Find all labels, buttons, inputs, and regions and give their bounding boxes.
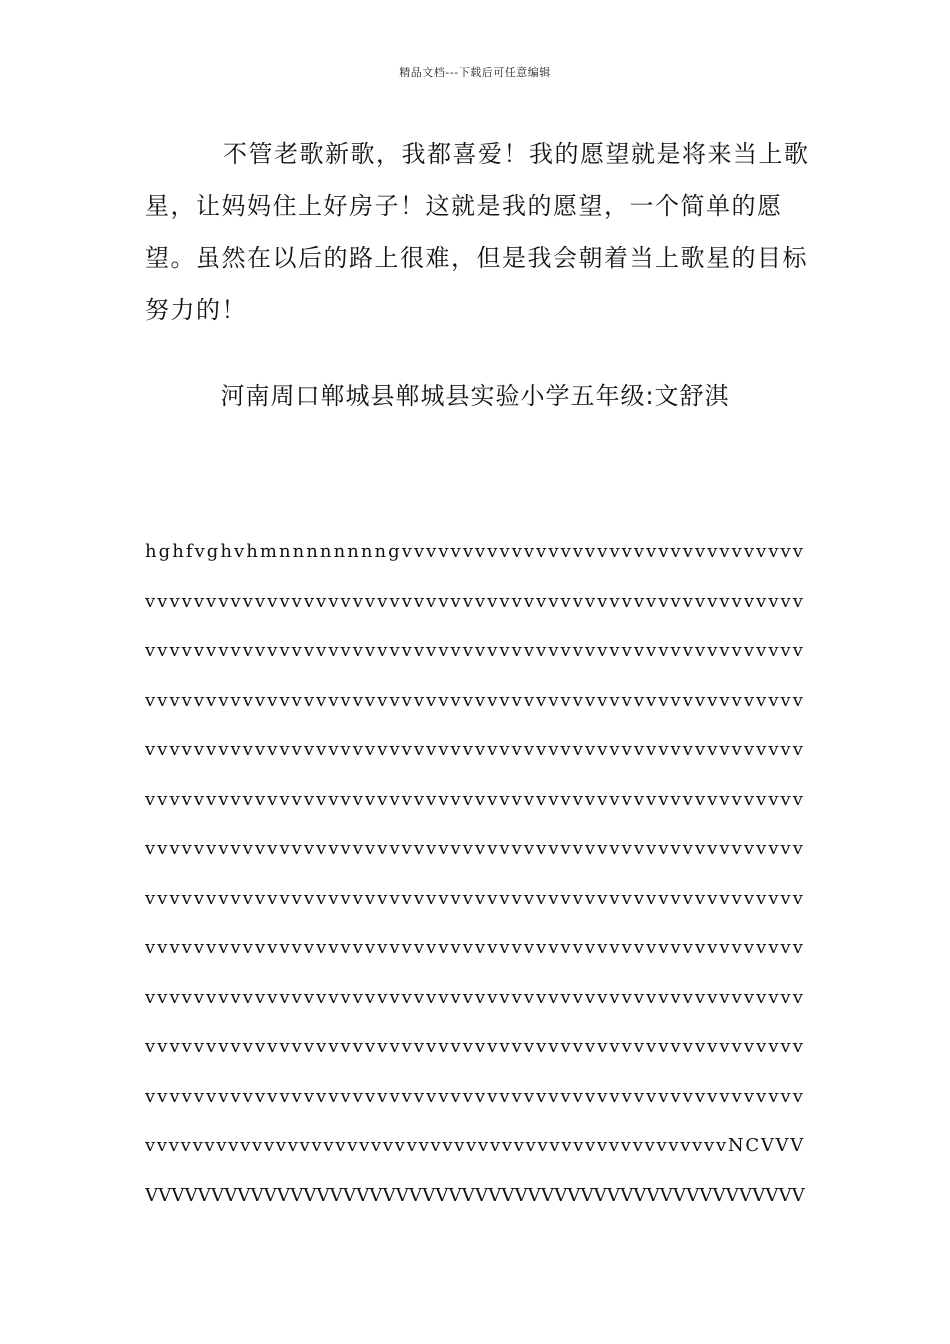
essay-paragraph: 不管老歌新歌，我都喜爱！我的愿望就是将来当上歌星，让妈妈住上好房子！这就是我的愿望，一个简单的愿望。虽然在以后的路上很难，但是我会朝着当上歌星的目标努力的！ — [145, 140, 810, 324]
filler-line: vvvvvvvvvvvvvvvvvvvvvvvvvvvvvvvvvvvvvvvvvvvvvvvvvvvvvv — [145, 590, 805, 612]
filler-line: vvvvvvvvvvvvvvvvvvvvvvvvvvvvvvvvvvvvvvvvvvvvvvvvvvvvvv — [145, 887, 805, 909]
filler-line: vvvvvvvvvvvvvvvvvvvvvvvvvvvvvvvvvvvvvvvvvvvvvvvvvvvvvv — [145, 986, 805, 1008]
filler-line: vvvvvvvvvvvvvvvvvvvvvvvvvvvvvvvvvvvvvvvvvvvvvvvvvvvvvv — [145, 937, 805, 958]
filler-line: hghfvghvhmnnnnnnnngvvvvvvvvvvvvvvvvvvvvvvvvvvvvvvvvv — [145, 541, 805, 562]
document-header: 精品文档---下载后可任意编辑 — [399, 66, 551, 79]
filler-line: vvvvvvvvvvvvvvvvvvvvvvvvvvvvvvvvvvvvvvvvvvvvvvvvvvvvvv — [145, 1085, 805, 1107]
filler-line: vvvvvvvvvvvvvvvvvvvvvvvvvvvvvvvvvvvvvvvvvvvvvvvvvvvvvv — [145, 640, 805, 661]
filler-line: VVVVVVVVVVVVVVVVVVVVVVVVVVVVVVVVVVVVVVVVVVVVVVVVVV — [145, 1184, 805, 1206]
filler-line: vvvvvvvvvvvvvvvvvvvvvvvvvvvvvvvvvvvvvvvvvvvvvvvvvvvvvv — [145, 788, 805, 810]
filler-line: vvvvvvvvvvvvvvvvvvvvvvvvvvvvvvvvvvvvvvvvvvvvvvvvvNCVVV — [145, 1135, 805, 1156]
filler-line: vvvvvvvvvvvvvvvvvvvvvvvvvvvvvvvvvvvvvvvvvvvvvvvvvvvvvv — [145, 689, 805, 711]
author-signature: 河南周口郸城县郸城县实验小学五年级:文舒淇 — [220, 382, 730, 410]
filler-line: vvvvvvvvvvvvvvvvvvvvvvvvvvvvvvvvvvvvvvvvvvvvvvvvvvvvvv — [145, 1036, 805, 1057]
filler-line: vvvvvvvvvvvvvvvvvvvvvvvvvvvvvvvvvvvvvvvvvvvvvvvvvvvvvv — [145, 739, 805, 760]
filler-text-block — [145, 532, 805, 1225]
filler-line: vvvvvvvvvvvvvvvvvvvvvvvvvvvvvvvvvvvvvvvvvvvvvvvvvvvvvv — [145, 838, 805, 859]
